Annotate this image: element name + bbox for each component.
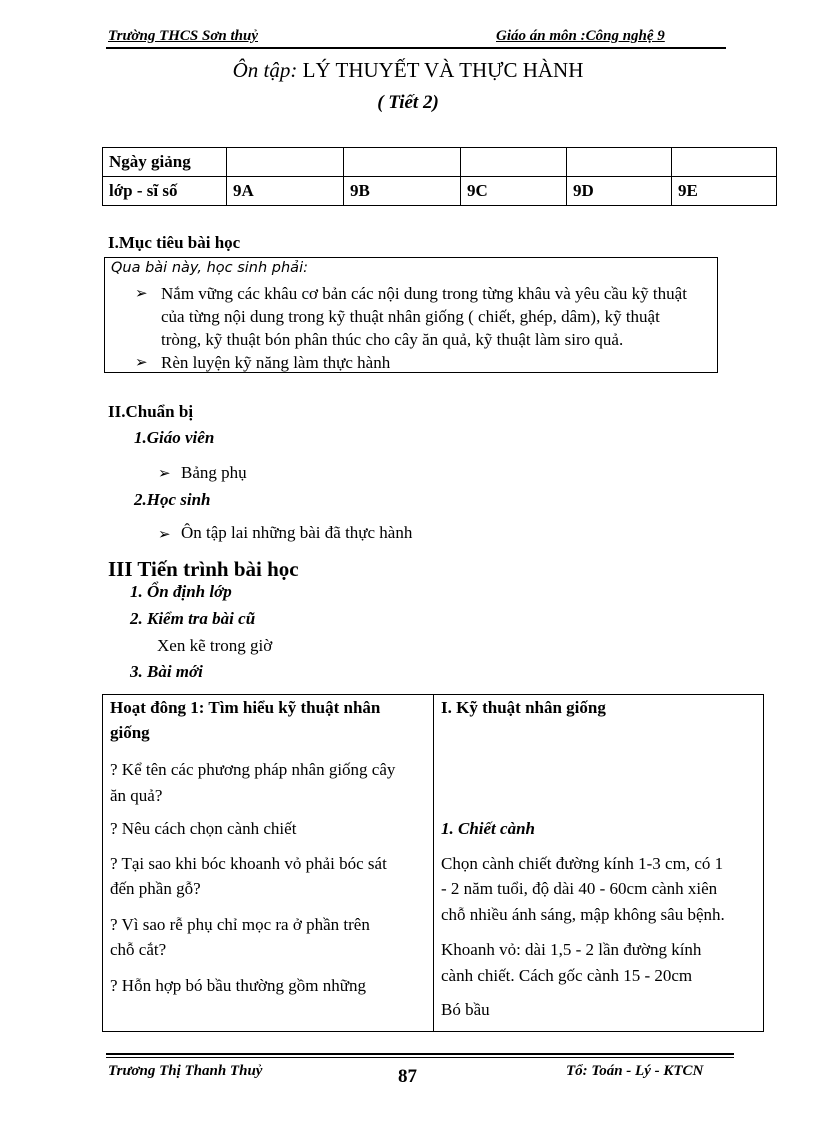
schedule-cell — [672, 148, 777, 177]
step2-note: Xen kẽ trong giờ — [157, 636, 273, 655]
technique-heading: I. Kỹ thuật nhân giống — [441, 698, 606, 717]
footer-department: Tổ: Toán - Lý - KTCN — [566, 1063, 704, 1079]
student-heading: 2.Học sinh — [134, 490, 211, 509]
answer-1-line2: - 2 năm tuổi, độ dài 40 - 60cm cành xiên — [441, 879, 718, 898]
schedule-class: 9D — [567, 177, 672, 206]
page-number: 87 — [398, 1066, 417, 1087]
schedule-cell — [461, 148, 567, 177]
title-prefix: Ôn tập: — [232, 58, 298, 82]
student-item: Ôn tập lai những bài đã thực hành — [181, 523, 413, 542]
schedule-class: 9E — [672, 177, 777, 206]
footer-rule-thin — [106, 1057, 734, 1058]
teacher-item: Bảng phụ — [181, 463, 247, 482]
arrow-bullet-icon: ➢ — [135, 286, 148, 302]
arrow-bullet-icon: ➢ — [135, 355, 148, 371]
objective-bullet1-line2: của từng nội dung trong kỹ thuật nhân giống ( chiết, ghép, dâm), kỹ thuật — [161, 307, 660, 326]
activity-left-column — [103, 695, 434, 1032]
answer-2-line2: cành chiết. Cách gốc cành 15 - 20cm — [441, 966, 693, 985]
question-4-line2: chỗ cắt? — [110, 940, 167, 959]
step2: 2. Kiểm tra bài cũ — [130, 609, 256, 628]
section3-heading: III Tiến trình bài học — [108, 557, 299, 581]
activity-heading-line1: Hoạt đông 1: Tìm hiểu kỹ thuật nhân — [110, 698, 381, 717]
teacher-heading: 1.Giáo viên — [134, 428, 215, 447]
header-rule — [106, 47, 726, 49]
objectives-intro: Qua bài này, học sinh phải: — [111, 260, 308, 276]
arrow-bullet-icon: ➢ — [158, 527, 171, 543]
answer-3: Bó bầu — [441, 1000, 490, 1019]
question-3-line2: đến phần gỗ? — [110, 879, 201, 898]
schedule-cell — [227, 148, 344, 177]
activity-table — [102, 694, 764, 1032]
activity-right-column — [434, 695, 764, 1032]
question-2: ? Nêu cách chọn cành chiết — [110, 819, 297, 838]
section1-heading: I.Mục tiêu bài học — [108, 233, 241, 252]
header-school: Trường THCS Sơn thuỷ — [108, 28, 258, 44]
schedule-table — [102, 147, 777, 206]
schedule-class: 9A — [227, 177, 344, 206]
arrow-bullet-icon: ➢ — [158, 466, 171, 482]
grafting-subheading: 1. Chiết cành — [441, 819, 535, 838]
step1: 1. Ổn định lớp — [130, 582, 232, 601]
objective-bullet1-line3: tròng, kỹ thuật bón phân thúc cho cây ăn quả, kỹ thuật làm siro quả. — [161, 330, 624, 349]
objectives-box — [104, 257, 718, 373]
question-1-line1: ? Kể tên các phương pháp nhân giống cây — [110, 760, 396, 779]
question-4-line1: ? Vì sao rễ phụ chỉ mọc ra ở phần trên — [110, 915, 370, 934]
step3: 3. Bài mới — [130, 662, 203, 681]
schedule-class: 9C — [461, 177, 567, 206]
question-3-line1: ? Tại sao khi bóc khoanh vỏ phải bóc sát — [110, 854, 387, 873]
footer-author: Trương Thị Thanh Thuỷ — [108, 1063, 263, 1079]
header-subject: Giáo án môn :Công nghệ 9 — [496, 28, 665, 44]
schedule-date-label: Ngày giảng — [103, 148, 227, 177]
question-1-line2: ăn quả? — [110, 786, 163, 805]
schedule-cell — [344, 148, 461, 177]
objective-bullet2: Rèn luyện kỹ năng làm thực hành — [161, 353, 391, 372]
page-subtitle: ( Tiết 2) — [377, 92, 439, 113]
answer-1-line1: Chọn cành chiết đường kính 1-3 cm, có 1 — [441, 854, 724, 873]
activity-heading-line2: giống — [110, 723, 150, 742]
schedule-cell — [567, 148, 672, 177]
footer-rule — [106, 1053, 734, 1055]
page-title — [0, 58, 816, 83]
objective-bullet1-line1: Nắm vững các khâu cơ bản các nội dung trong từng khâu và yêu cầu kỹ thuật — [161, 284, 687, 303]
answer-2-line1: Khoanh vỏ: dài 1,5 - 2 lần đường kính — [441, 940, 702, 959]
title-main: LÝ THUYẾT VÀ THỰC HÀNH — [302, 58, 584, 82]
schedule-class-label: lớp - sĩ số — [103, 177, 227, 206]
answer-1-line3: chỗ nhiều ánh sáng, mập không sâu bệnh. — [441, 905, 725, 924]
section2-heading: II.Chuẩn bị — [108, 402, 194, 421]
question-5: ? Hỗn hợp bó bầu thường gồm những — [110, 976, 366, 995]
schedule-class: 9B — [344, 177, 461, 206]
